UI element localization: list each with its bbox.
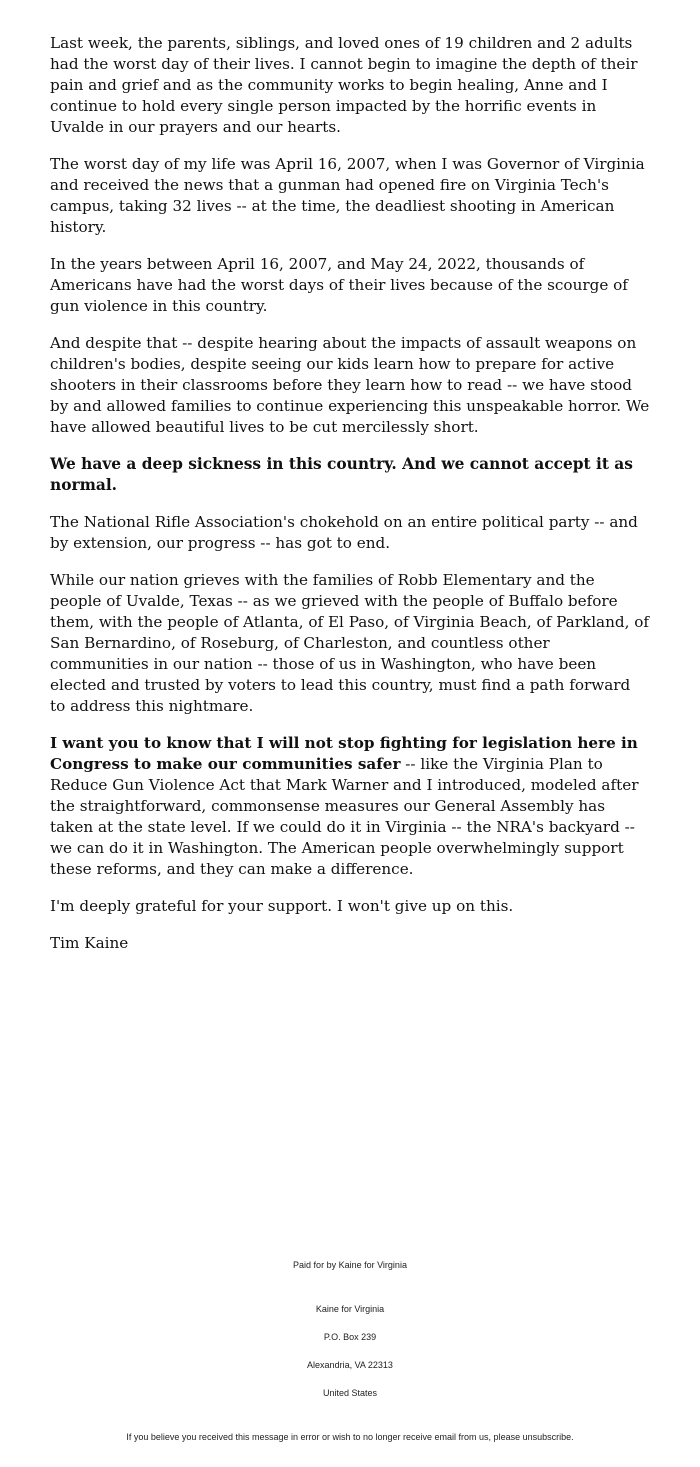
letter-paragraph: In the years between April 16, 2007, and May 24, 2022, thousands of Americans have had the worst days of their lives because of the scourge of gun violence in this country. xyxy=(50,255,628,315)
letter-paragraph: And despite that -- despite hearing about the impacts of assault weapons on children's bodies, despite seeing our kids learn how to prepare for active shooters in their classrooms before they learn how to read -- we have stood by and allowed families to continue experiencing this unspeakable horror. We have allowed beautiful lives to be cut mercilessly short. xyxy=(50,334,650,436)
closing-paragraph: I'm deeply grateful for your support. I won't give up on this. xyxy=(50,897,514,915)
grieve-paragraph: While our nation grieves with the families of Robb Elementary and the people of Uvalde, Texas -- as we grieved with the people of Buffalo before them, with the people of Atlanta, of El Paso, of Virginia Beach, of Parkland, of San Bernardino, of Roseburg, of Charleston, and countless other communities in our nation -- those of us in Washington, who have been elected and trusted by voters to lead this country, must find a path forward to address this nightmare. xyxy=(50,571,650,715)
letter-paragraph: Last week, the parents, siblings, and loved ones of 19 children and 2 adults had the worst day of their lives. I cannot begin to imagine the depth of their pain and grief and as the community works to begin healing, Anne and I continue to hold every single person impacted by the horrific events in Uvalde in our prayers and our hearts. xyxy=(50,34,638,136)
pledge-paragraph xyxy=(50,733,650,880)
pledge-rest-text: -- like the Virginia Plan to Reduce Gun Violence Act that Mark Warner and I introduced, modeled after the straightforward, commonsense measures our General Assembly has taken at the state level. If we could do it in Virginia -- the NRA's backyard -- we can do it in Washington. The American people overwhelmingly support these reforms, and they can make a difference. xyxy=(50,755,639,878)
emphasis-statement: We have a deep sickness in this country. And we cannot accept it as normal. xyxy=(50,455,633,494)
paid-for-disclaimer: Paid for by Kaine for Virginia xyxy=(293,1260,407,1270)
signature: Tim Kaine xyxy=(50,934,129,952)
unsubscribe-notice: If you believe you received this message in error or wish to no longer receive email from us, please unsubscribe. xyxy=(126,1432,574,1442)
letter-body xyxy=(50,33,650,970)
footer-country: United States xyxy=(322,1388,378,1398)
pledge-bold-text: I want you to know that I will not stop fighting for legislation here in Congress to make our communities safer xyxy=(50,734,638,773)
letter-paragraph: The worst day of my life was April 16, 2007, when I was Governor of Virginia and received the news that a gunman had opened fire on Virginia Tech's campus, taking 32 lives -- at the time, the deadliest shooting in American history. xyxy=(50,155,645,236)
nra-paragraph: The National Rifle Association's chokehold on an entire political party -- and by extension, our progress -- has got to end. xyxy=(50,513,638,552)
footer-city: Alexandria, VA 22313 xyxy=(307,1360,393,1370)
footer-po-box: P.O. Box 239 xyxy=(323,1332,377,1342)
footer-org-name: Kaine for Virginia xyxy=(315,1304,385,1314)
